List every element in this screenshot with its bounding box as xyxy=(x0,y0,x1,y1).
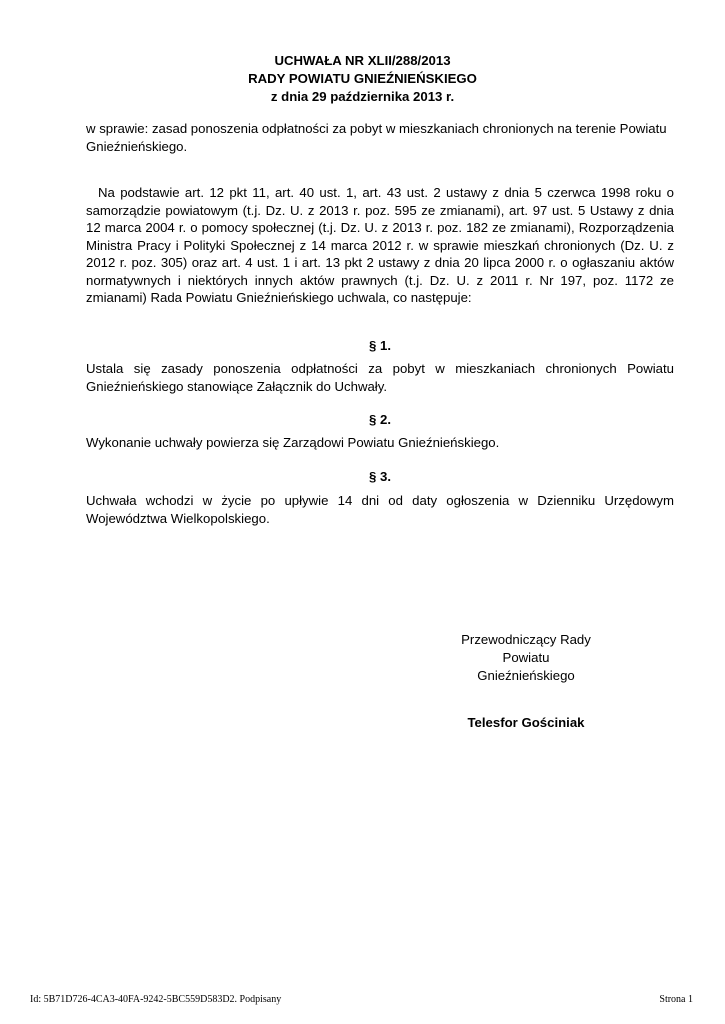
section-heading-2: § 2. xyxy=(369,412,391,427)
signature-role-line2: Powiatu xyxy=(502,650,550,665)
signature-block xyxy=(446,631,606,685)
section-heading-1: § 1. xyxy=(369,338,391,353)
resolution-date: z dnia 29 października 2013 r. xyxy=(270,89,455,104)
section-text-2: Wykonanie uchwały powierza się Zarządowi Powiatu Gnieźnieńskiego. xyxy=(86,435,500,450)
page-number: Strona 1 xyxy=(659,994,693,1005)
section-text-3: Uchwała wchodzi w życie po upływie 14 dni od daty ogłoszenia w Dzienniku Urzędowym Województwa Wielkopolskiego. xyxy=(86,493,674,526)
section-heading-3: § 3. xyxy=(369,469,391,484)
signature-role-line3: Gnieźnieńskiego xyxy=(477,668,575,683)
signatory-name: Telesfor Gościniak xyxy=(467,715,585,730)
document-id: Id: 5B71D726-4CA3-40FA-9242-5BC559D583D2. Podpisany xyxy=(30,994,282,1005)
resolution-number: UCHWAŁA NR XLII/288/2013 xyxy=(274,53,451,68)
resolution-subject: w sprawie: zasad ponoszenia odpłatności za pobyt w mieszkaniach chronionych na terenie Powiatu Gnieźnieńskiego. xyxy=(86,121,667,154)
council-name: RADY POWIATU GNIEŹNIEŃSKIEGO xyxy=(248,71,477,86)
signature-role: Przewodniczący Rady xyxy=(461,632,591,647)
legal-basis: Na podstawie art. 12 pkt 11, art. 40 ust. 1, art. 43 ust. 2 ustawy z dnia 5 czerwca 1998 roku o samorządzie powiatowym (t.j. Dz. U. z 2013 r. poz. 595 ze zmianami), art. 97 ust. 5 Ustawy z dnia 12 marca 2004 r. o pomocy społecznej (t.j. Dz. U. z 2013 r. poz. 182 ze zmianami), Rozporządzenia Ministra Pracy i Polityki Społecznej z 14 marca 2012 r. w sprawie mieszkań chronionych (Dz. U. z 2012 r. poz. 305) oraz art. 4 ust. 1 i art. 13 pkt 2 ustawy z dnia 20 lipca 2000 r. o ogłaszaniu aktów normatywnych i niektórych innych aktów prawnych (t.j. Dz. U. z 2011 r. Nr 197, poz. 1172 ze zmianami) Rada Powiatu Gnieźnieńskiego uchwala, co następuje: xyxy=(86,185,674,305)
document-title xyxy=(0,52,725,106)
section-text-1: Ustala się zasady ponoszenia odpłatności za pobyt w mieszkaniach chronionych Powiatu Gnieźnieńskiego stanowiące Załącznik do Uchwały. xyxy=(86,361,674,394)
